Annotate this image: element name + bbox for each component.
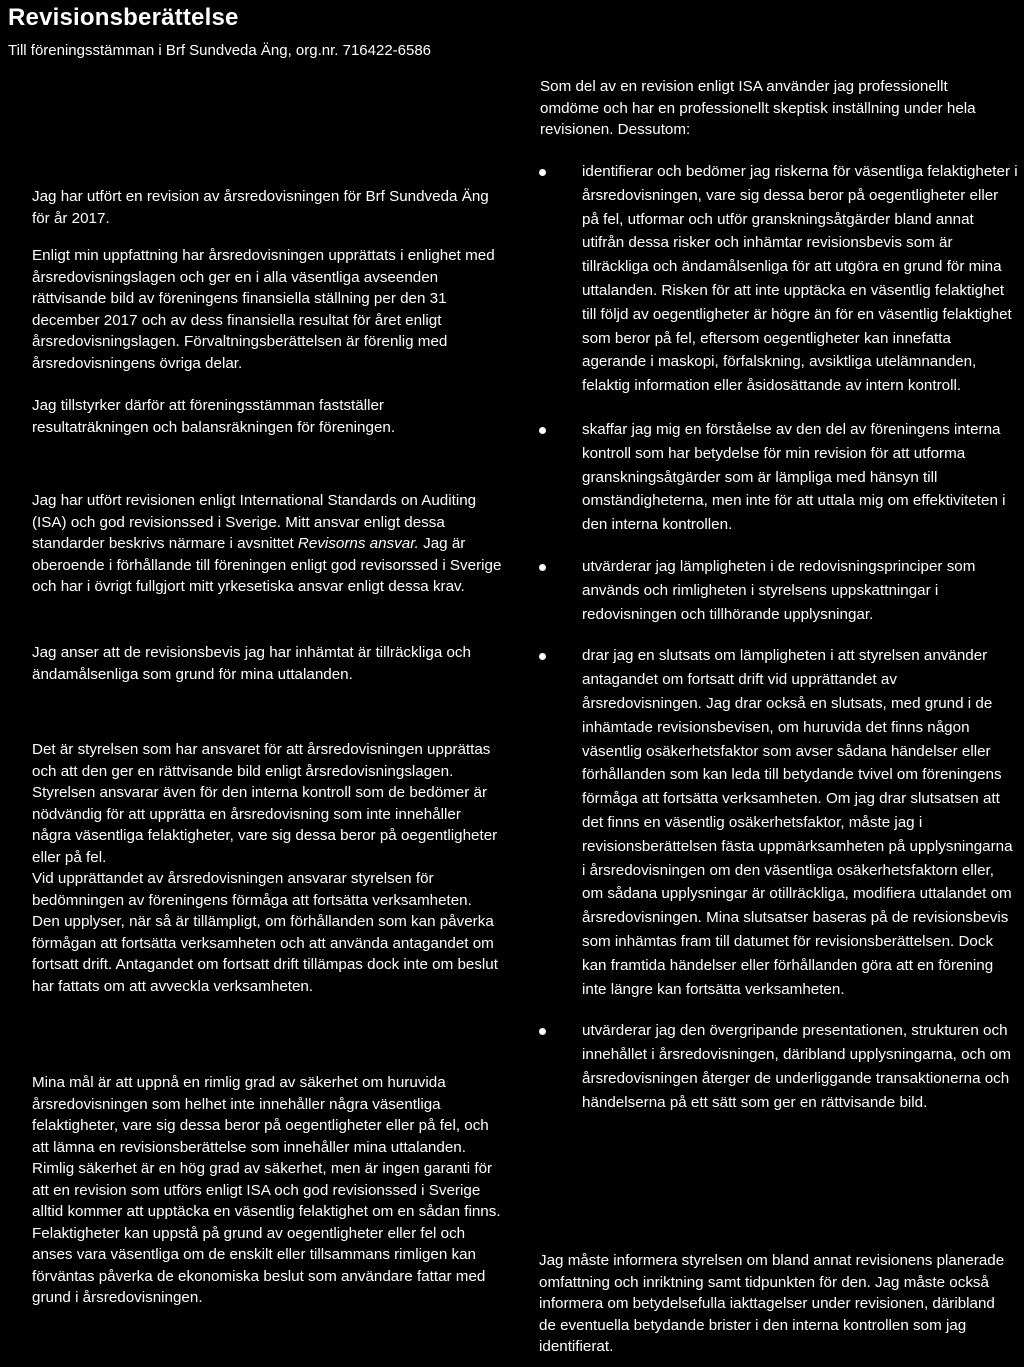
list-item: utvärderar jag lämpligheten i de redovisningsprinciper som används och rimligheten i styrelsens uppskattningar i redovisningen och tillhörande upplysningar. — [528, 555, 1018, 626]
paragraph-isa-intro: Som del av en revision enligt ISA använder jag professionellt omdöme och har en professionellt skeptisk inställning under hela revisionen. Dessutom: — [540, 78, 976, 138]
paragraph-opinion: Enligt min uppfattning har årsredovisningen upprättats i enlighet med årsredovisningslagen och ger en i alla väsentliga avseenden rättvisande bild av föreningens finansiella ställning per den 31 december 2017 och av dess finansiella resultat för året enligt årsredovisningslagen. Förvaltningsberättelsen är förenlig med årsredovisningens övriga delar. — [32, 247, 495, 372]
paragraph-sufficient-evidence: Jag anser att de revisionsbevis jag har inhämtat är tillräckliga och ändamålsenliga som grund för mina uttalanden. — [32, 644, 471, 683]
page-subtitle: Till föreningsstämman i Brf Sundveda Äng, org.nr. 716422-6586 — [8, 42, 432, 59]
paragraph-audit-performed: Jag har utfört en revision av årsredovisningen för Brf Sundveda Äng för år 2017. — [32, 188, 489, 227]
paragraph-auditor-objectives: Mina mål är att uppnå en rimlig grad av säkerhet om huruvida årsredovisningen som helhet inte innehåller några väsentliga felaktigheter, vare sig dessa beror på oegentligheter eller på fel, och att lämna en revisionsberättelse som innehåller mina uttalanden. Rimlig säkerhet är en hög grad av säkerhet, men är ingen garanti för att en revision som utförs enligt ISA och god revisionssed i Sverige alltid kommer att upptäcka en väsentlig felaktighet om en sådan finns. Felaktigheter kan uppstå på grund av oegentligheter eller fel och anses vara väsentliga om de enskilt eller tillsammans rimligen kan förväntas påverka de ekonomiska beslut som användare fattar med grund i årsredovisningen. — [32, 1074, 501, 1306]
emphasis-revisorns-ansvar: Revisorns ansvar. — [297, 535, 419, 552]
bullet-icon — [539, 653, 546, 660]
list-item: drar jag en slutsats om lämpligheten i att styrelsen använder antagandet om fortsatt drift vid upprättandet av årsredovisningen. Jag drar också en slutsats, med grund i de inhämtade revisionsbevisen, om huruvida det finns någon väsentlig osäkerhetsfaktor som avser sådana händelser eller förhållanden som kan leda till betydande tvivel om föreningens förmåga att fortsätta verksamheten. Om jag drar slutsatsen att det finns en väsentlig osäkerhetsfaktor, måste jag i revisionsberättelsen fästa uppmärksamheten på upplysningarna i årsredovisningen om den väsentliga osäkerhetsfaktorn eller, om sådana upplysningar är otillräckliga, modifiera uttalandet om årsredovisningen. Mina slutsatser baseras på de revisionsbevis som inhämtas fram till datumet för revisionsberättelsen. Dock kan framtida händelser eller förhållanden göra att en förening inte längre kan fortsätta verksamheten. — [528, 644, 1018, 1001]
bullet-icon — [539, 1028, 546, 1035]
paragraph-recommendation: Jag tillstyrker därför att föreningsstämman fastställer resultaträkningen och balansräkningen för föreningen. — [32, 397, 396, 436]
paragraph-going-concern: Vid upprättandet av årsredovisningen ansvarar styrelsen för bedömningen av föreningens förmåga att fortsätta verksamheten. Den upplyser, när så är tillämpligt, om förhållanden som kan påverka förmågan att fortsätta verksamheten och att använda antagandet om fortsatt drift. Antagandet om fortsatt drift tillämpas dock inte om beslut har fattats om att avveckla verksamheten. — [32, 870, 498, 995]
list-item: skaffar jag mig en förståelse av den del av föreningens interna kontroll som har betydelse för min revision för att utforma granskningsåtgärder som är lämpliga med hänsyn till omständigheterna, men inte för att uttala mig om effektiviteten i den interna kontrollen. — [528, 418, 1018, 537]
list-item: utvärderar jag den övergripande presentationen, strukturen och innehållet i årsredovisningen, däribland upplysningarna, och om årsredovisningen återger de underliggande transaktionerna och händelserna på ett sätt som ger en rättvisande bild. — [528, 1019, 1018, 1114]
audit-procedures-list — [528, 160, 1018, 1114]
paragraph-basis: Jag har utfört revisionen enligt International Standards on Auditing (ISA) och god revisionssed i Sverige. Mitt ansvar enligt dessa standarder beskrivs närmare i avsnittet Revisorns ansvar. Jag är oberoende i förhållande till föreningen enligt god revisorssed i Sverige och har i övrigt fullgjort mitt yrkesetiska ansvar enligt dessa krav. — [32, 492, 502, 595]
paragraph-communication: Jag måste informera styrelsen om bland annat revisionens planerade omfattning och inriktning samt tidpunkten för den. Jag måste också informera om betydelsefulla iakttagelser under revisionen, däribland de eventuella betydande brister i den interna kontrollen som jag identifierat. — [539, 1252, 1005, 1355]
bullet-icon — [539, 169, 546, 176]
bullet-icon — [539, 564, 546, 571]
paragraph-board-responsibility: Det är styrelsen som har ansvaret för att årsredovisningen upprättas och att den ger en rättvisande bild enligt årsredovisningslagen. Styrelsen ansvarar även för den interna kontroll som de bedömer är nödvändig för att upprätta en årsredovisning som inte innehåller några väsentliga felaktigheter, vare sig dessa beror på oegentligheter eller på fel. — [32, 741, 498, 866]
list-item: identifierar och bedömer jag riskerna för väsentliga felaktigheter i årsredovisningen, vare sig dessa beror på oegentligheter eller på fel, utformar och utför granskningsåtgärder bland annat utifrån dessa risker och inhämtar revisionsbevis som är tillräckliga och ändamålsenliga för att utgöra en grund för mina uttalanden. Risken för att inte upptäcka en väsentlig felaktighet till följd av oegentligheter är högre än för en väsentlig felaktighet som beror på fel, eftersom oegentligheter kan innefatta agerande i maskopi, förfalskning, avsiktliga utelämnanden, felaktig information eller åsidosättande av intern kontroll. — [528, 160, 1018, 398]
page-title: Revisionsberättelse — [8, 4, 239, 31]
bullet-icon — [539, 427, 546, 434]
